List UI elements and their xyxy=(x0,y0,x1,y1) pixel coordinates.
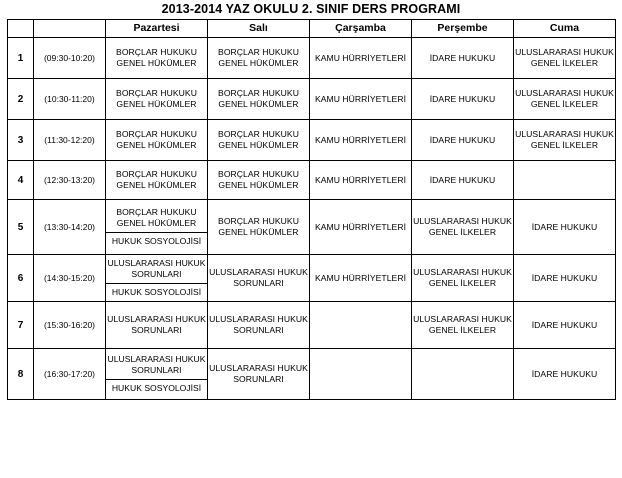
cell-persembe xyxy=(412,349,514,400)
cell-sali: ULUSLARARASI HUKUK SORUNLARI xyxy=(208,302,310,349)
cell-pazartesi: ULUSLARARASI HUKUK SORUNLARI xyxy=(106,302,208,349)
cell-pazartesi-lower: HUKUK SOSYOLOJİSİ xyxy=(111,383,202,393)
table-row xyxy=(8,79,616,120)
cell-cuma: ULUSLARARASI HUKUK GENEL İLKELER xyxy=(514,79,616,120)
table-header-row xyxy=(8,20,616,38)
cell-carsamba: KAMU HÜRRİYETLERİ xyxy=(310,255,412,302)
cell-pazartesi xyxy=(106,349,208,400)
cell-sali: ULUSLARARASI HUKUK SORUNLARI xyxy=(208,349,310,400)
table-row xyxy=(8,200,616,255)
header-day-pazartesi: Pazartesi xyxy=(106,20,208,38)
table-row xyxy=(8,349,616,400)
cell-persembe: İDARE HUKUKU xyxy=(412,161,514,200)
header-corner-time xyxy=(34,20,106,38)
cell-pazartesi-upper: ULUSLARARASI HUKUK SORUNLARI xyxy=(106,351,207,380)
row-time: (15:30-16:20) xyxy=(34,302,106,349)
cell-cuma: ULUSLARARASI HUKUK GENEL İLKELER xyxy=(514,120,616,161)
cell-pazartesi: BORÇLAR HUKUKU GENEL HÜKÜMLER xyxy=(106,161,208,200)
header-day-cuma: Cuma xyxy=(514,20,616,38)
header-day-sali: Salı xyxy=(208,20,310,38)
table-row xyxy=(8,120,616,161)
table-row xyxy=(8,302,616,349)
cell-pazartesi: BORÇLAR HUKUKU GENEL HÜKÜMLER xyxy=(106,38,208,79)
row-number: 2 xyxy=(8,79,34,120)
cell-carsamba: KAMU HÜRRİYETLERİ xyxy=(310,161,412,200)
row-time: (16:30-17:20) xyxy=(34,349,106,400)
row-number: 8 xyxy=(8,349,34,400)
row-time: (12:30-13:20) xyxy=(34,161,106,200)
page-title: 2013-2014 YAZ OKULU 2. SINIF DERS PROGRAMI xyxy=(161,2,461,16)
row-time: (10:30-11:20) xyxy=(34,79,106,120)
cell-carsamba: KAMU HÜRRİYETLERİ xyxy=(310,120,412,161)
cell-pazartesi: BORÇLAR HUKUKU GENEL HÜKÜMLER xyxy=(106,120,208,161)
row-number: 6 xyxy=(8,255,34,302)
cell-sali: ULUSLARARASI HUKUK SORUNLARI xyxy=(208,255,310,302)
row-time: (09:30-10:20) xyxy=(34,38,106,79)
row-number: 7 xyxy=(8,302,34,349)
row-number: 4 xyxy=(8,161,34,200)
cell-persembe: ULUSLARARASI HUKUK GENEL İLKELER xyxy=(412,200,514,255)
header-corner-no xyxy=(8,20,34,38)
cell-carsamba: KAMU HÜRRİYETLERİ xyxy=(310,79,412,120)
cell-carsamba xyxy=(310,349,412,400)
cell-cuma: İDARE HUKUKU xyxy=(514,349,616,400)
cell-pazartesi xyxy=(106,255,208,302)
cell-sali: BORÇLAR HUKUKU GENEL HÜKÜMLER xyxy=(208,200,310,255)
cell-persembe: ULUSLARARASI HUKUK GENEL İLKELER xyxy=(412,255,514,302)
cell-carsamba xyxy=(310,302,412,349)
cell-sali: BORÇLAR HUKUKU GENEL HÜKÜMLER xyxy=(208,161,310,200)
cell-cuma: İDARE HUKUKU xyxy=(514,255,616,302)
cell-cuma xyxy=(514,161,616,200)
cell-sali: BORÇLAR HUKUKU GENEL HÜKÜMLER xyxy=(208,79,310,120)
table-row xyxy=(8,255,616,302)
cell-pazartesi-lower: HUKUK SOSYOLOJİSİ xyxy=(111,236,202,246)
row-number: 5 xyxy=(8,200,34,255)
row-number: 1 xyxy=(8,38,34,79)
cell-pazartesi-upper: ULUSLARARASI HUKUK SORUNLARI xyxy=(106,255,207,284)
cell-persembe: İDARE HUKUKU xyxy=(412,38,514,79)
header-day-persembe: Perşembe xyxy=(412,20,514,38)
cell-cuma: ULUSLARARASI HUKUK GENEL İLKELER xyxy=(514,38,616,79)
table-row xyxy=(8,161,616,200)
cell-pazartesi-upper: BORÇLAR HUKUKU GENEL HÜKÜMLER xyxy=(106,204,207,233)
cell-cuma: İDARE HUKUKU xyxy=(514,200,616,255)
cell-persembe: İDARE HUKUKU xyxy=(412,79,514,120)
cell-persembe: İDARE HUKUKU xyxy=(412,120,514,161)
cell-carsamba: KAMU HÜRRİYETLERİ xyxy=(310,200,412,255)
cell-sali: BORÇLAR HUKUKU GENEL HÜKÜMLER xyxy=(208,38,310,79)
row-time: (11:30-12:20) xyxy=(34,120,106,161)
cell-pazartesi: BORÇLAR HUKUKU GENEL HÜKÜMLER xyxy=(106,79,208,120)
cell-cuma: İDARE HUKUKU xyxy=(514,302,616,349)
table-row xyxy=(8,38,616,79)
header-day-carsamba: Çarşamba xyxy=(310,20,412,38)
cell-pazartesi xyxy=(106,200,208,255)
schedule-table xyxy=(7,19,616,400)
cell-carsamba: KAMU HÜRRİYETLERİ xyxy=(310,38,412,79)
row-number: 3 xyxy=(8,120,34,161)
cell-pazartesi-lower: HUKUK SOSYOLOJİSİ xyxy=(111,287,202,297)
row-time: (13:30-14:20) xyxy=(34,200,106,255)
row-time: (14:30-15:20) xyxy=(34,255,106,302)
cell-persembe: ULUSLARARASI HUKUK GENEL İLKELER xyxy=(412,302,514,349)
cell-sali: BORÇLAR HUKUKU GENEL HÜKÜMLER xyxy=(208,120,310,161)
